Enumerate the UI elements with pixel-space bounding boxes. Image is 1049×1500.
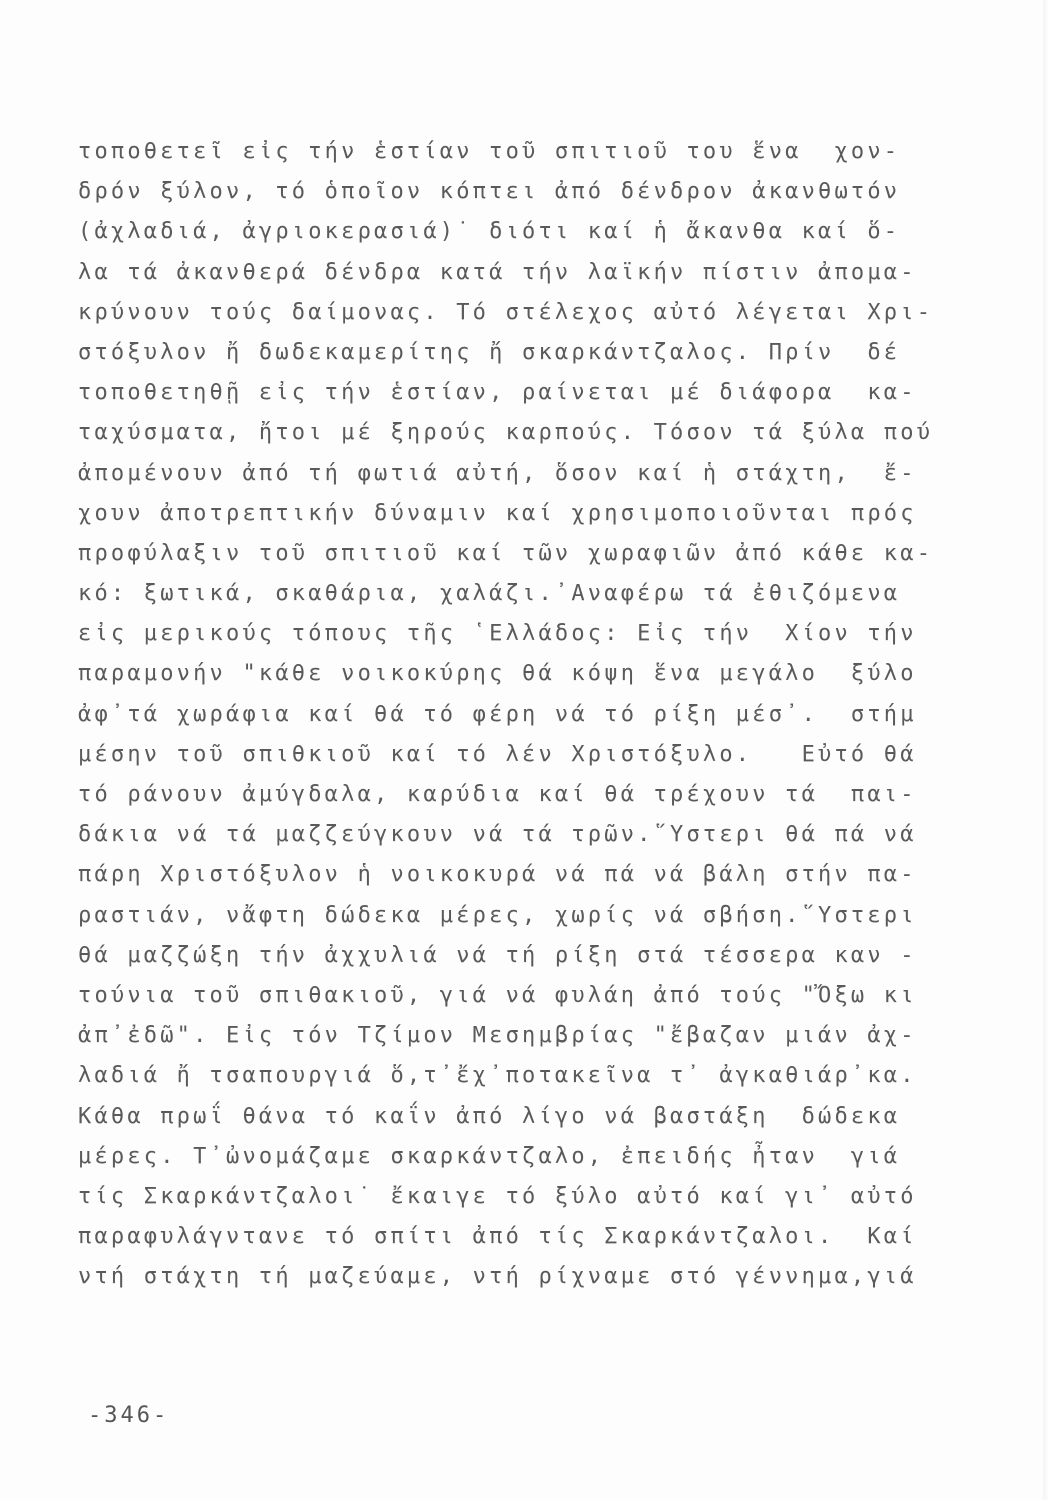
text-line: πάρη Χριστόξυλον ἡ νοικοκυρά νά πά νά βάλη στήν πα-: [78, 862, 917, 888]
text-line: δάκια νά τά μαζζεύγκουν νά τά τρῶν.῞Υστερι θά πά νά: [78, 822, 917, 848]
text-line: τοποθετηθῇ εἰς τήν ἑστίαν, ραίνεται μέ διάφορα κα-: [78, 380, 917, 406]
text-line: τούνια τοῦ σπιθακιοῦ, γιά νά φυλάη ἀπό τούς "Ὄξω κι: [78, 982, 917, 1008]
page-edge-shadow: [1043, 0, 1049, 1500]
text-line: μέρες. Τ᾿ὠνομάζαμε σκαρκάντζαλο, ἐπειδής ἦταν γιά: [78, 1143, 901, 1169]
text-line: προφύλαξιν τοῦ σπιτιοῦ καί τῶν χωραφιῶν ἀπό κάθε κα-: [78, 540, 934, 566]
text-line: τοποθετεῖ εἰς τήν ἑστίαν τοῦ σπιτιοῦ του ἕνα χον-: [78, 139, 901, 164]
text-line: λα τά ἀκανθερά δένδρα κατά τήν λαϊκήν πίστιν ἀπομα-: [78, 259, 917, 285]
text-line: λαδιά ἤ τσαπουργιά ὅ,τ᾿ἔχ᾿ποτακεῖνα τ᾿ ἀγκαθιάρ᾿κα.: [78, 1063, 917, 1089]
text-line: κρύνουν τούς δαίμονας. Τό στέλεχος αὐτό λέγεται Χρι-: [78, 299, 934, 325]
text-line: κό: ξωτικά, σκαθάρια, χαλάζι.᾿Αναφέρω τά ἐθιζόμενα: [78, 581, 901, 607]
text-line: δρόν ξύλον, τό ὁποῖον κόπτει ἀπό δένδρον ἀκανθωτόν: [78, 179, 901, 205]
text-line: παραμονήν "κάθε νοικοκύρης θά κόψη ἕνα μεγάλο ξύλο: [78, 661, 917, 687]
text-line: ἀφ᾿τά χωράφια καί θά τό φέρη νά τό ρίξη μέσ᾿. στήμ: [78, 701, 917, 727]
text-line: τό ράνουν ἀμύγδαλα, καρύδια καί θά τρέχουν τά παι-: [78, 782, 917, 807]
page-number: -346-: [88, 1403, 170, 1428]
text-line: Κάθα πρωΐ θάνα τό καΐν ἀπό λίγο νά βαστάξη δώδεκα: [78, 1103, 901, 1129]
text-line: στόξυλον ἤ δωδεκαμερίτης ἤ σκαρκάντζαλος. Πρίν δέ: [78, 339, 901, 365]
text-line: εἰς μερικούς τόπους τῆς ῾Ελλάδος: Εἰς τήν Χίον τήν: [78, 621, 917, 647]
text-line: μέσην τοῦ σπιθκιοῦ καί τό λέν Χριστόξυλο. Εὐτό θά: [78, 741, 917, 767]
body-text: [78, 132, 978, 1297]
text-line: θά μαζζώξη τήν ἀχχυλιά νά τή ρίξη στά τέσσερα καν -: [78, 942, 917, 968]
text-line: ντή στάχτη τή μαζεύαμε, ντή ρίχναμε στό γέννημα,γιά: [78, 1264, 917, 1290]
text-line: ἀπ᾿ἐδῶ". Εἰς τόν Τζίμον Μεσημβρίας "ἔβαζαν μιάν ἀχ-: [78, 1023, 917, 1049]
text-line: ταχύσματα, ἤτοι μέ ξηρούς καρπούς. Τόσον τά ξύλα πού: [78, 420, 934, 446]
text-line: (ἀχλαδιά, ἀγριοκερασιά)˙ διότι καί ἡ ἄκανθα καί ὅ-: [78, 219, 901, 245]
text-line: ἀπομένουν ἀπό τή φωτιά αὐτή, ὅσον καί ἡ στάχτη, ἔ-: [78, 460, 917, 486]
text-line: ραστιάν, νἄφτη δώδεκα μέρες, χωρίς νά σβήση.῞Υστερι: [78, 902, 917, 928]
text-line: παραφυλάγντανε τό σπίτι ἀπό τίς Σκαρκάντζαλοι. Καί: [78, 1224, 917, 1250]
text-line: χουν ἀποτρεπτικήν δύναμιν καί χρησιμοποιοῦνται πρός: [78, 500, 917, 526]
text-line: τίς Σκαρκάντζαλοι˙ ἔκαιγε τό ξύλο αὐτό καί γι᾿ αὐτό: [78, 1183, 917, 1209]
